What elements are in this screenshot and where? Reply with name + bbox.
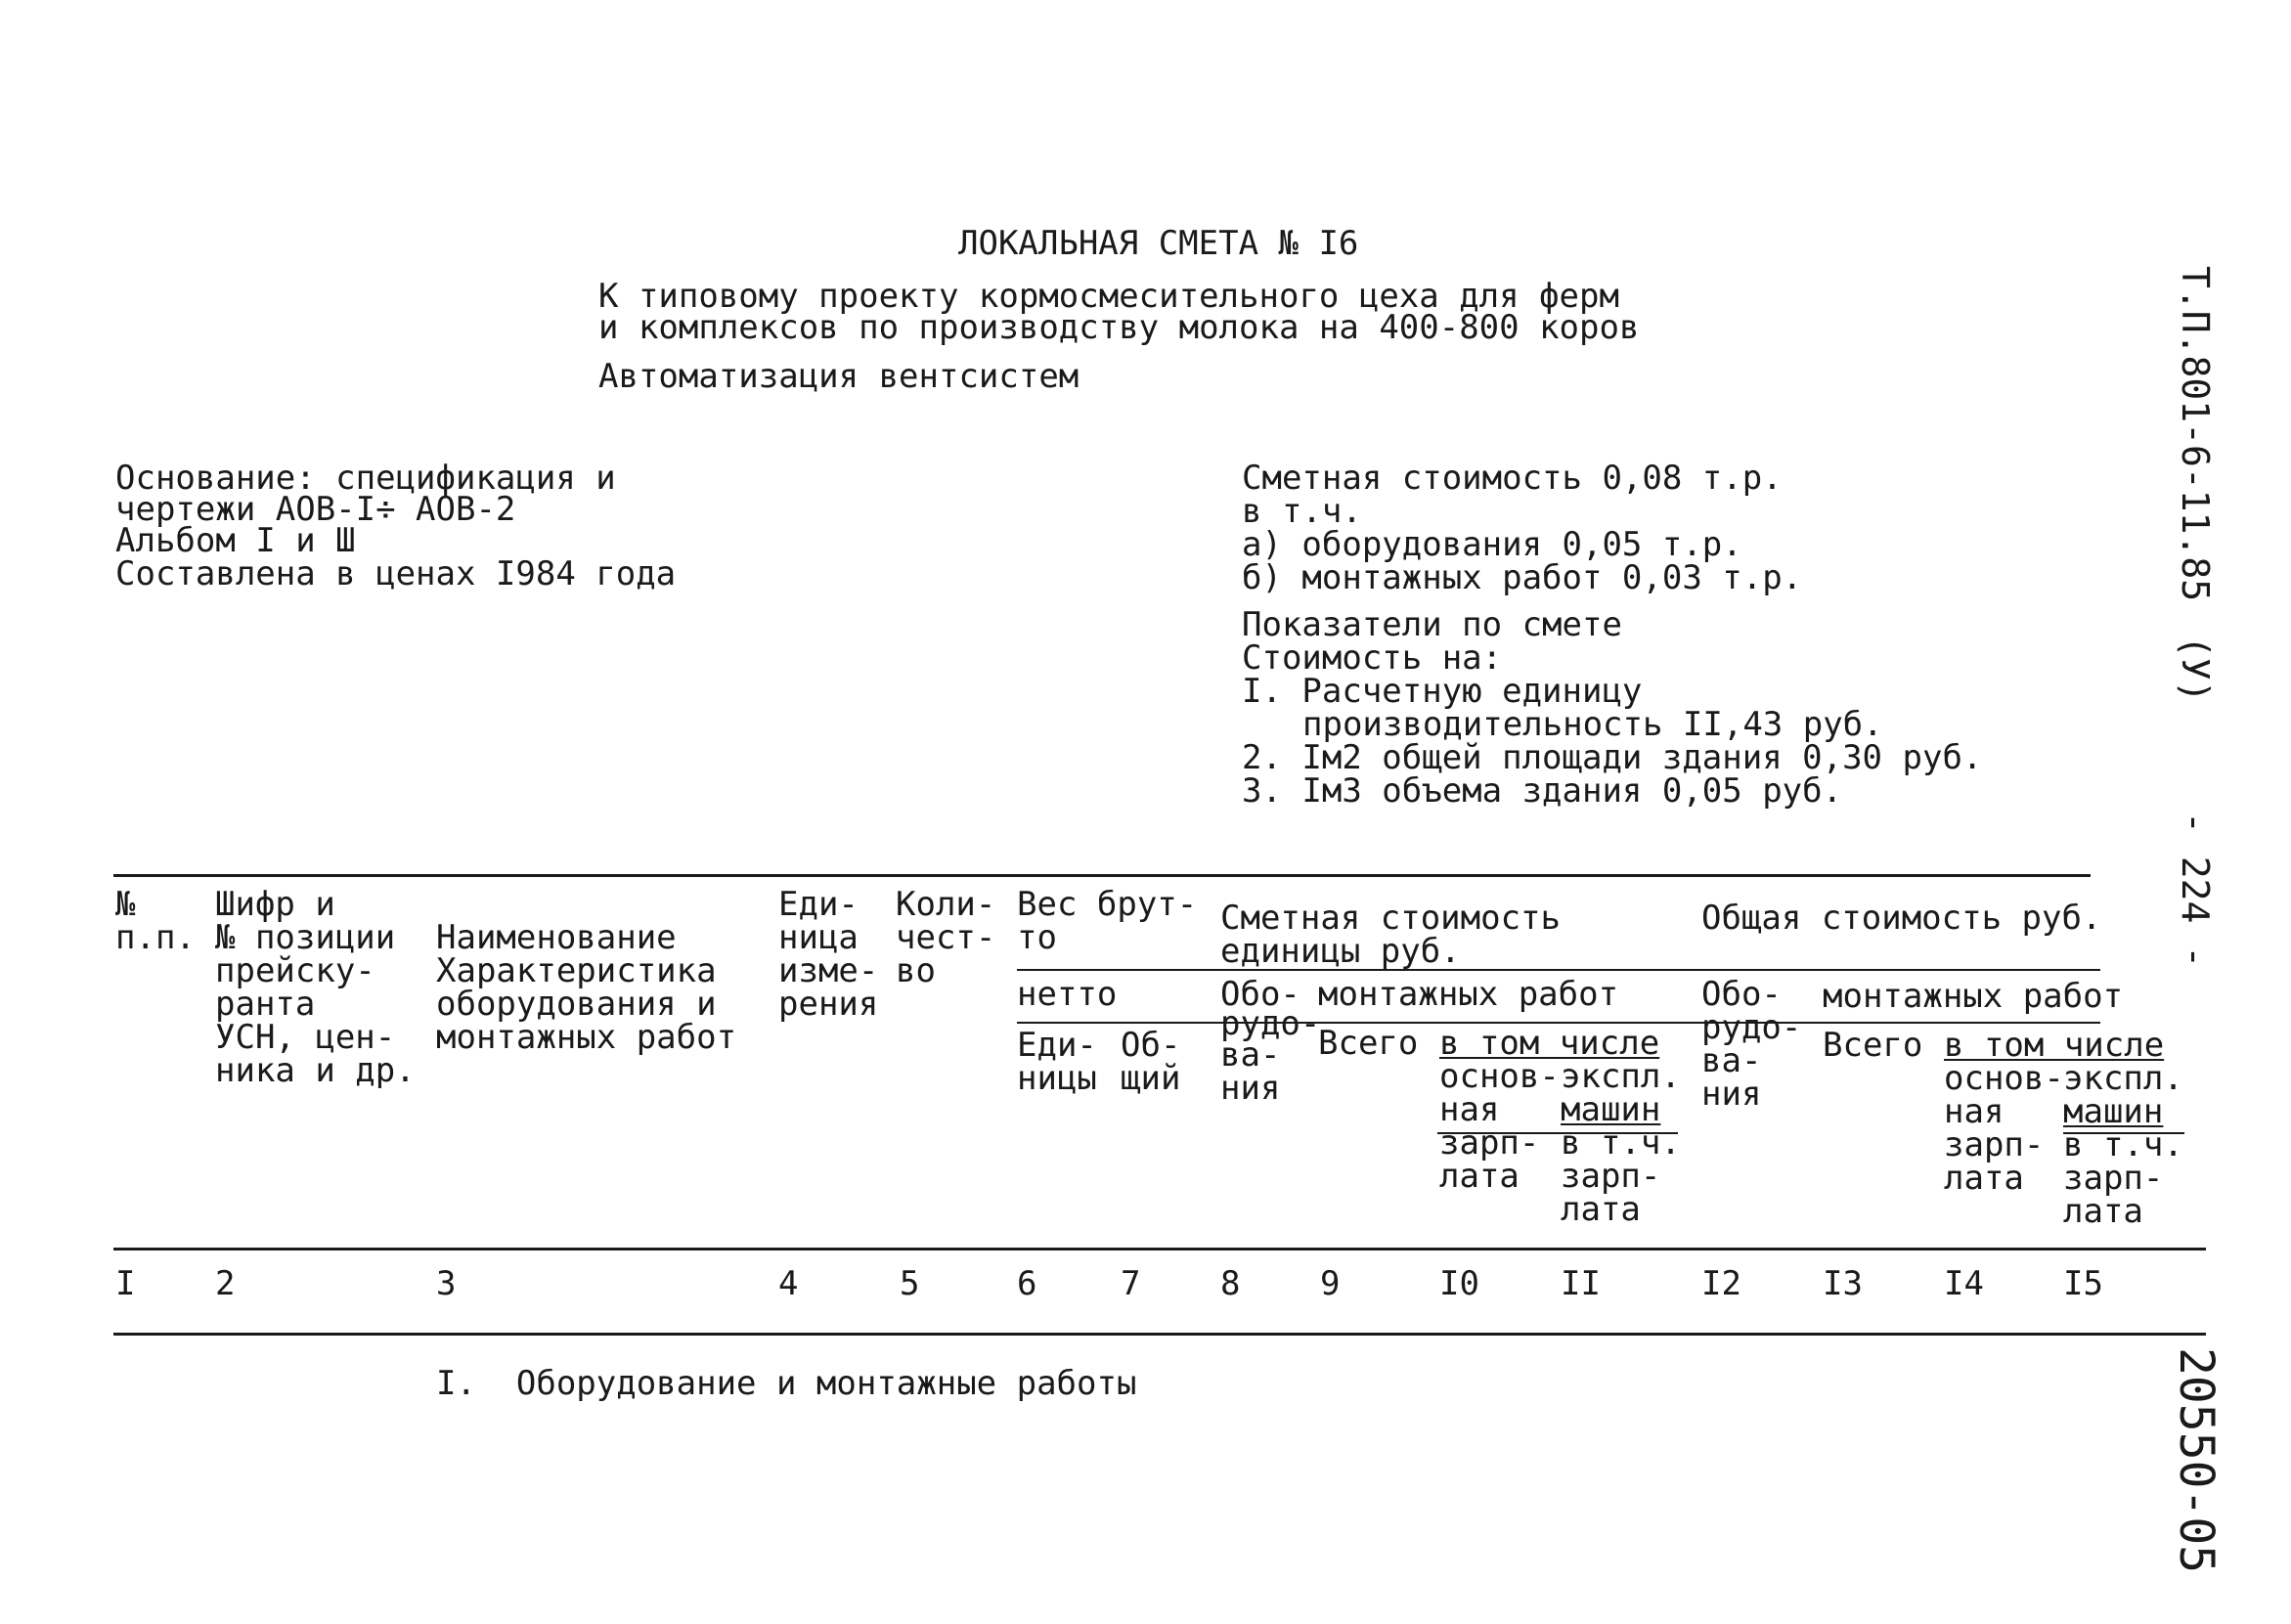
col-montage-1: монтажных работ	[1318, 975, 1619, 1014]
indicator-1b: производительность II,43 руб.	[1302, 705, 1883, 744]
col-11-ekspl-5: лата	[1561, 1190, 1641, 1229]
col-unit-line-3: изме-	[778, 951, 879, 990]
col-code-line-4: ранта	[215, 985, 316, 1024]
col-code-line-1: Шифр и	[215, 885, 335, 924]
col-code-line-3: прейску-	[215, 951, 375, 990]
header-bottom-rule	[113, 1248, 2206, 1251]
document-number-stamp: 20550-05	[2169, 1347, 2224, 1574]
col-code-line-6: ника и др.	[215, 1051, 416, 1090]
col-number: I0	[1439, 1264, 1479, 1303]
col-14-osnov-3: зарп-	[1944, 1125, 2045, 1164]
col-10-osnov-2: ная	[1439, 1090, 1500, 1129]
col-name-line-1: Наименование	[436, 918, 677, 957]
col-15-ekspl-1: экспл.	[2063, 1059, 2183, 1098]
col-number: I2	[1701, 1264, 1741, 1303]
col-number: II	[1561, 1264, 1601, 1303]
col-14-osnov-2: ная	[1944, 1092, 2005, 1131]
col-qty-line-2: чест-	[896, 918, 996, 957]
cost-incl: в т.ч.	[1242, 492, 1362, 531]
basis-line-2: чертежи АОВ-I÷ АОВ-2	[115, 490, 516, 529]
col-name-line-4: монтажных работ	[436, 1018, 737, 1057]
col-9-vsego: Всего	[1318, 1024, 1419, 1063]
col-incl-2: в том числе	[1944, 1026, 2165, 1065]
col-number: I3	[1823, 1264, 1863, 1303]
col-11-ekspl-4: зарп-	[1561, 1157, 1661, 1196]
page-number-stamp: - 224 -	[2174, 812, 2217, 969]
col-number: I4	[1944, 1264, 1984, 1303]
col-unit-cost-title-2: единицы руб.	[1220, 932, 1461, 971]
col-number: 6	[1017, 1264, 1037, 1303]
number-row-rule	[113, 1333, 2206, 1336]
col-code-line-5: УСН, цен-	[215, 1018, 396, 1057]
indicator-2: 2. Iм2 общей площади здания 0,30 руб.	[1242, 738, 1983, 777]
col-11-ekspl-3: в т.ч.	[1561, 1123, 1681, 1163]
col-13-vsego: Всего	[1823, 1026, 1923, 1065]
indicator-1a: I. Расчетную единицу	[1242, 672, 1643, 711]
basis-line-3: Альбом I и Ш	[115, 521, 356, 560]
col-qty-line-1: Коли-	[896, 885, 996, 924]
col-12-equip-2: рудо-	[1701, 1008, 1802, 1047]
col-10-osnov-1: основ-	[1439, 1057, 1560, 1096]
col-8-equip-1: Обо-	[1220, 975, 1300, 1014]
col-8-equip-3: ва-	[1220, 1035, 1281, 1075]
col-number: 2	[215, 1264, 236, 1303]
indicators-heading: Показатели по смете	[1242, 605, 1622, 644]
col-weight-total-1: Об-	[1121, 1026, 1181, 1065]
col-15-ekspl-2: машин	[2063, 1092, 2164, 1131]
col-no-line-1: №	[115, 885, 136, 924]
col-unit-line-2: ница	[778, 918, 859, 957]
col-total-cost-title: Общая стоимость руб.	[1701, 899, 2102, 938]
col-number: 8	[1220, 1264, 1241, 1303]
col-code-line-2: № позиции	[215, 918, 396, 957]
col-montage-2: монтажных работ	[1823, 977, 2124, 1016]
col-incl-1: в том числе	[1439, 1024, 1660, 1063]
col-15-ekspl-3: в т.ч.	[2063, 1125, 2183, 1164]
price-basis: Составлена в ценах I984 года	[115, 554, 677, 593]
document-title: ЛОКАЛЬНАЯ СМЕТА № I6	[958, 224, 1359, 263]
cost-installation: б) монтажных работ 0,03 т.р.	[1242, 558, 1803, 597]
col-14-osnov-4: лата	[1944, 1159, 2024, 1198]
table-top-rule	[113, 874, 2091, 877]
col-8-equip-4: ния	[1220, 1069, 1281, 1108]
basis-line-1: Основание: спецификация и	[115, 459, 616, 498]
col-12-equip-4: ния	[1701, 1075, 1762, 1114]
estimated-cost: Сметная стоимость 0,08 т.р.	[1242, 459, 1783, 498]
col-12-equip-1: Обо-	[1701, 975, 1782, 1014]
col-weight-netto: нетто	[1017, 975, 1118, 1014]
col-number: I	[115, 1264, 136, 1303]
col-number: 5	[900, 1264, 920, 1303]
rule-netto	[1017, 969, 2100, 971]
col-name-line-3: оборудования и	[436, 985, 717, 1024]
col-unit-line-4: рения	[778, 985, 879, 1024]
col-weight-to: то	[1017, 918, 1057, 957]
indicator-3: 3. Iм3 объема здания 0,05 руб.	[1242, 771, 1843, 811]
col-8-equip-2: рудо-	[1220, 1004, 1321, 1043]
col-number: 9	[1320, 1264, 1341, 1303]
cost-equipment: а) оборудования 0,05 т.р.	[1242, 525, 1742, 564]
col-11-ekspl-1: экспл.	[1561, 1057, 1681, 1096]
col-10-osnov-3: зарп-	[1439, 1123, 1540, 1163]
col-weight-unit-1: Еди-	[1017, 1026, 1097, 1065]
project-description-line-2: и комплексов по производству молока на 400-800 коров	[598, 308, 1640, 347]
col-15-ekspl-4: зарп-	[2063, 1159, 2164, 1198]
col-number: 7	[1121, 1264, 1141, 1303]
col-12-equip-3: ва-	[1701, 1041, 1762, 1080]
col-name-line-2: Характеристика	[436, 951, 717, 990]
col-15-ekspl-5: лата	[2063, 1192, 2143, 1231]
col-weight-unit-2: ницы	[1017, 1059, 1097, 1098]
col-14-osnov-1: основ-	[1944, 1059, 2064, 1098]
project-description-line-1: К типовому проекту кормосмесительного цеха для ферм	[598, 277, 1619, 316]
col-number: I5	[2063, 1264, 2103, 1303]
col-weight-total-2: щий	[1121, 1059, 1181, 1098]
volume-stamp: (У)	[2174, 636, 2217, 703]
col-number: 4	[778, 1264, 799, 1303]
col-11-ekspl-2: машин	[1561, 1090, 1661, 1129]
col-unit-cost-title-1: Сметная стоимость	[1220, 899, 1561, 938]
col-no-line-2: п.п.	[115, 918, 196, 957]
cost-for: Стоимость на:	[1242, 638, 1503, 678]
col-qty-line-3: во	[896, 951, 936, 990]
section-heading: I. Оборудование и монтажные работы	[436, 1364, 1137, 1403]
col-unit-line-1: Еди-	[778, 885, 859, 924]
col-10-osnov-4: лата	[1439, 1157, 1520, 1196]
col-weight-brutto: Вес брут-	[1017, 885, 1198, 924]
project-code-stamp: Т.П.801-6-11.85	[2174, 266, 2217, 602]
section-name: Автоматизация вентсистем	[598, 357, 1079, 396]
col-number: 3	[436, 1264, 457, 1303]
